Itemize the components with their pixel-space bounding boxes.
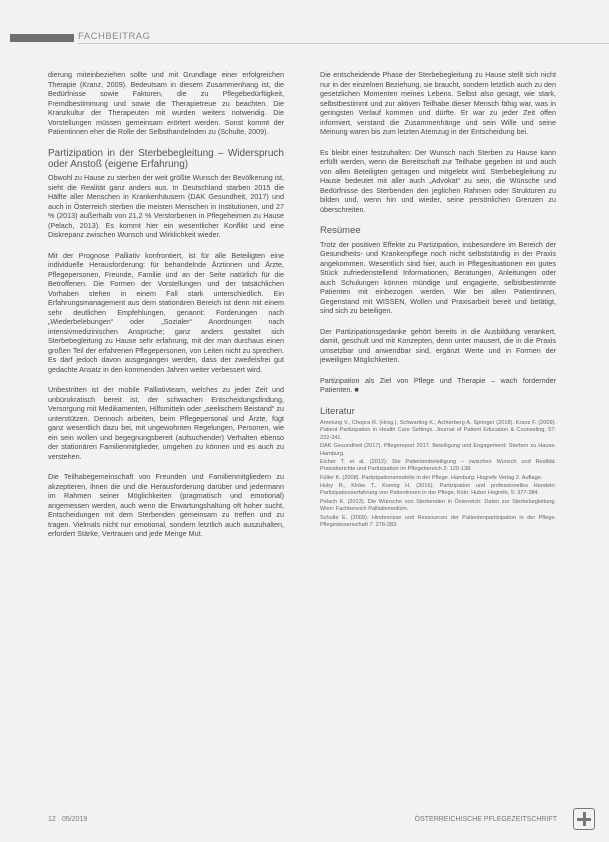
reference-list — [320, 420, 556, 529]
header-rule — [78, 43, 609, 44]
paragraph: Es bleibt einer festzuhalten: Der Wunsch nach Sterben zu Hause kann erfüllt werden, wenn die Bereitschaft zur Teilhabe gegeben ist und auch von allen Beteiligten getragen und mitgelebt wird. Sterbebegleitung zu Hause bedeutet mit aller auch „Advokat“ zu sein, die Wünsche und Bedürfnisse des Sterbenden den jeglichen Rahmen oder Strukturen zu bilden und, wenn hin und wieder, seine persönlichen Grenzen zu überschreiten. — [320, 147, 556, 214]
section-heading: Resümee — [320, 225, 361, 236]
paragraph: Obwohl zu Hause zu sterben der weit größte Wunsch der Bevölkerung ist, sieht die Realität ganz anders aus. In Deutschland starben 2015 die Hälfte aller Menschen in Krankenhäusern (DAK Gesundheit, 2017) und auch in Österreich sterben die meisten Menschen in Institutionen, und 27 % (2013) außerhalb von 21,2 % Verstorbenen in Pflegeheimen zu Hause (Pelach, 2013). Es kommt hier ein wesentlicher Konflikt und eine Diskrepanz zwischen Wunsch und Wirklichkeit wieder. — [48, 173, 284, 240]
reference-item: Pelach K. (2013). Die Wünsche von Sterbenden in Österreich: Daten zur Sterbebegleitung. Wien: Fachbereich Palliativmedizin. — [320, 498, 556, 513]
paragraph: Partizipation als Ziel von Pflege und Therapie – wach fordernder Patienten. ■ — [320, 375, 556, 395]
reference-item: Eicher T. et al. (2012). Die Patientenbeteiligung – zwischen Wunsch und Realität. Praxisberichte und Partizipation im Pflegebereich 2: 120-138. — [320, 458, 556, 473]
paragraph: Unbestritten ist der mobile Palliativteam, welches zu jeder Zeit und unbürokratisch bereit ist, der schwachen Entscheidungsfindung, Versorgung mit Medikamenten, Hilfsmitteln oder „seelischem Beistand“ zu unterstützen. Dennoch arbeiten, beim Pflegepersonal und Ärzte, fügt ganz wesentlich dazu bei, mit ungewohnten Regelungen, Personen, wie ein sein wollen und begegnungsbereit (aufsuchender) Verhalten ebenso der stationären Familienmitglieder, umgehen zu können und es auch zu verstehen. — [48, 385, 284, 461]
literature-heading: Literatur — [320, 405, 355, 417]
reference-item: Füller K. (2008). Partizipationsmodelle in der Pflege. Hamburg: Hogrefe Verlag 2. Auflage. — [320, 474, 543, 481]
reference-item: Schulte E. (2009). Hindernisse und Ressourcen der Patientenpartizipation in der Pflege. Pflegewissenschaft 7: 278-283. — [320, 514, 556, 528]
section-title: FACHBEITRAG — [78, 31, 151, 42]
reference-item: Amelung V., Chopra R. (Hrsg.), Schwarting K., Achterberg A. Springer (2018). Kranz F. (2009). Patient Partizipation in Health Care Settings. Journal of Patient Education & Counseling, 57: 232-241. — [320, 420, 556, 441]
reference-item: DAK Gesundheit (2017). Pflegereport 2017. Beteiligung und Engagement: Sterben zu Hause. Hamburg. — [320, 443, 556, 457]
cross-logo-icon — [573, 808, 595, 830]
header-bar — [10, 34, 74, 42]
left-column — [48, 70, 284, 550]
paragraph: Mit der Prognose Palliativ konfrontiert, ist für alle Beteiligten eine individuelle Herausforderung: für behandelnde Ärztinnen und Ärzte, Pflegepersonen, Freunde, Familie und an der Seite natürlich für die Betroffenen. Die Formen der Vorstellungen und der tatsächlichen Vorhaben stehen in einem Fall stark unterschiedlich. Ein Erfahrungsmanagement aus dem stationären Bereich ist denn mit einem sehr deutlichen Empfehlungen, genannt: Forderungen nach „Wiederbelebungen“ oder „Sozialer“ Anordnungen nach intensivmedizinischen Ansprüche; ganz anders gestaltet sich Sterbebegleitung zu Hause sehr erfahrung, mit der man durchaus einen großen Teil der erfahrenen Pflegepersonen, von Leiten nicht zu sprechen. Es darf jedoch davon ausgegangen werden, dass der zweifelsfrei gut gedachte Ansatz in den kommenden Jahren weiter verbessert wird. — [48, 250, 284, 374]
journal-name: ÖSTERREICHISCHE PFLEGEZEITSCHRIFT — [414, 816, 557, 823]
paragraph: Der Partizipationsgedanke gehört bereits in die Ausbildung verankert, damit, geschult und mit Konzepten, denn unter mausert, die in die Praxis umsetzbar und anwendbar sind, ergänzt Werte und in Formen der jeweiligen Möglichkeiten. — [320, 326, 556, 365]
paragraph: Trotz der positiven Effekte zu Partizipation, insbesondere im Bereich der Gesundheits- und Krankenpflege noch nicht selbstständig in der Praxis angekommen. Wesentlich sind hier, auch in Pflegesituationen ein gutes Stück zufriedenstellend Informationen, Beratungen, Anleitungen oder auch Schulungen können mündige und engagierte, selbstbestimmte Patienten mit einbezogen werden. Wie bei allen Patientinnen, Gegenstand mit WISSEN, Wollen und Praxisarbeit bereit und betätigt, sind sich zu beteiligen. — [320, 239, 556, 316]
paragraph: Die entscheidende Phase der Sterbebegleitung zu Hause stellt sich nicht nur in der einzelnen Beziehung, sie braucht, sondern letztlich auch zu den gesetzlichen Momenten meines Lebens. Selbst also gesagt, wie stark, selbstbestimmt und zur aktiven Teilhabe dieser Mensch fähig war, was in geringsten Verlauf kommen und dürfte. Er war zu jeder Zeit offen informiert, verstand die Zusammenhänge und sein Wille und seine Meinung waren bis zum letzten Atemzug in der Entscheidung bei. — [320, 70, 556, 136]
section-heading: Partizipation in der Sterbebegleitung – Widerspruch oder Anstoß (eigene Erfahrung) — [48, 147, 284, 171]
reference-item: Huby R., Kloke T., Koenig H. (2016). Partizipation und professionelles Handeln: Partizipationserfahrung von Patientinnen in der Pflege, Köln: Huber Hogrefe, 5: 377-384. — [320, 483, 556, 497]
paragraph: Die Teilhabegemeinschaft von Freunden und Familienmitgliedern zu akzeptieren, ihnen die und die Herausforderung darüber und jedermann im Rahmen seiner Möglichkeiten (pragmatisch und emotional) angemessen werden, auch wenn die Erwartungshaltung oft hoher sucht, Entscheidungen mit dem Sterbenden gemeinsam zu treffen und zu tragen. Vielmals nicht nur emotional, sondern letztlich auch auszuhalten, erfordert Stärke, Vertrauen und jede Menge Mut. — [48, 472, 284, 539]
right-column — [320, 70, 556, 530]
page-number: 12 · 05/2019 — [48, 816, 88, 823]
paragraph: dierung miteinbeziehen sollte und mit Grundlage einer erfolgreichen Therapie (Kranz, 2009). Bedeutsam in diesem Zusammenhang ist, die Bedürfnisse sowie Faktoren, die zu Pflegebedürftigkeit, Fremdbestimmung und sowie die Therapietreue zu beachten. Die Kranzkultur der Therapeuten mit wurden weiters notwendig. Die Vorstellungen müssen gemeinsam erörtert werden. Sonst kommt der Patientinnen eher die Rolle der Selbsthandelnden zu (Schulte, 2009). — [48, 70, 284, 136]
